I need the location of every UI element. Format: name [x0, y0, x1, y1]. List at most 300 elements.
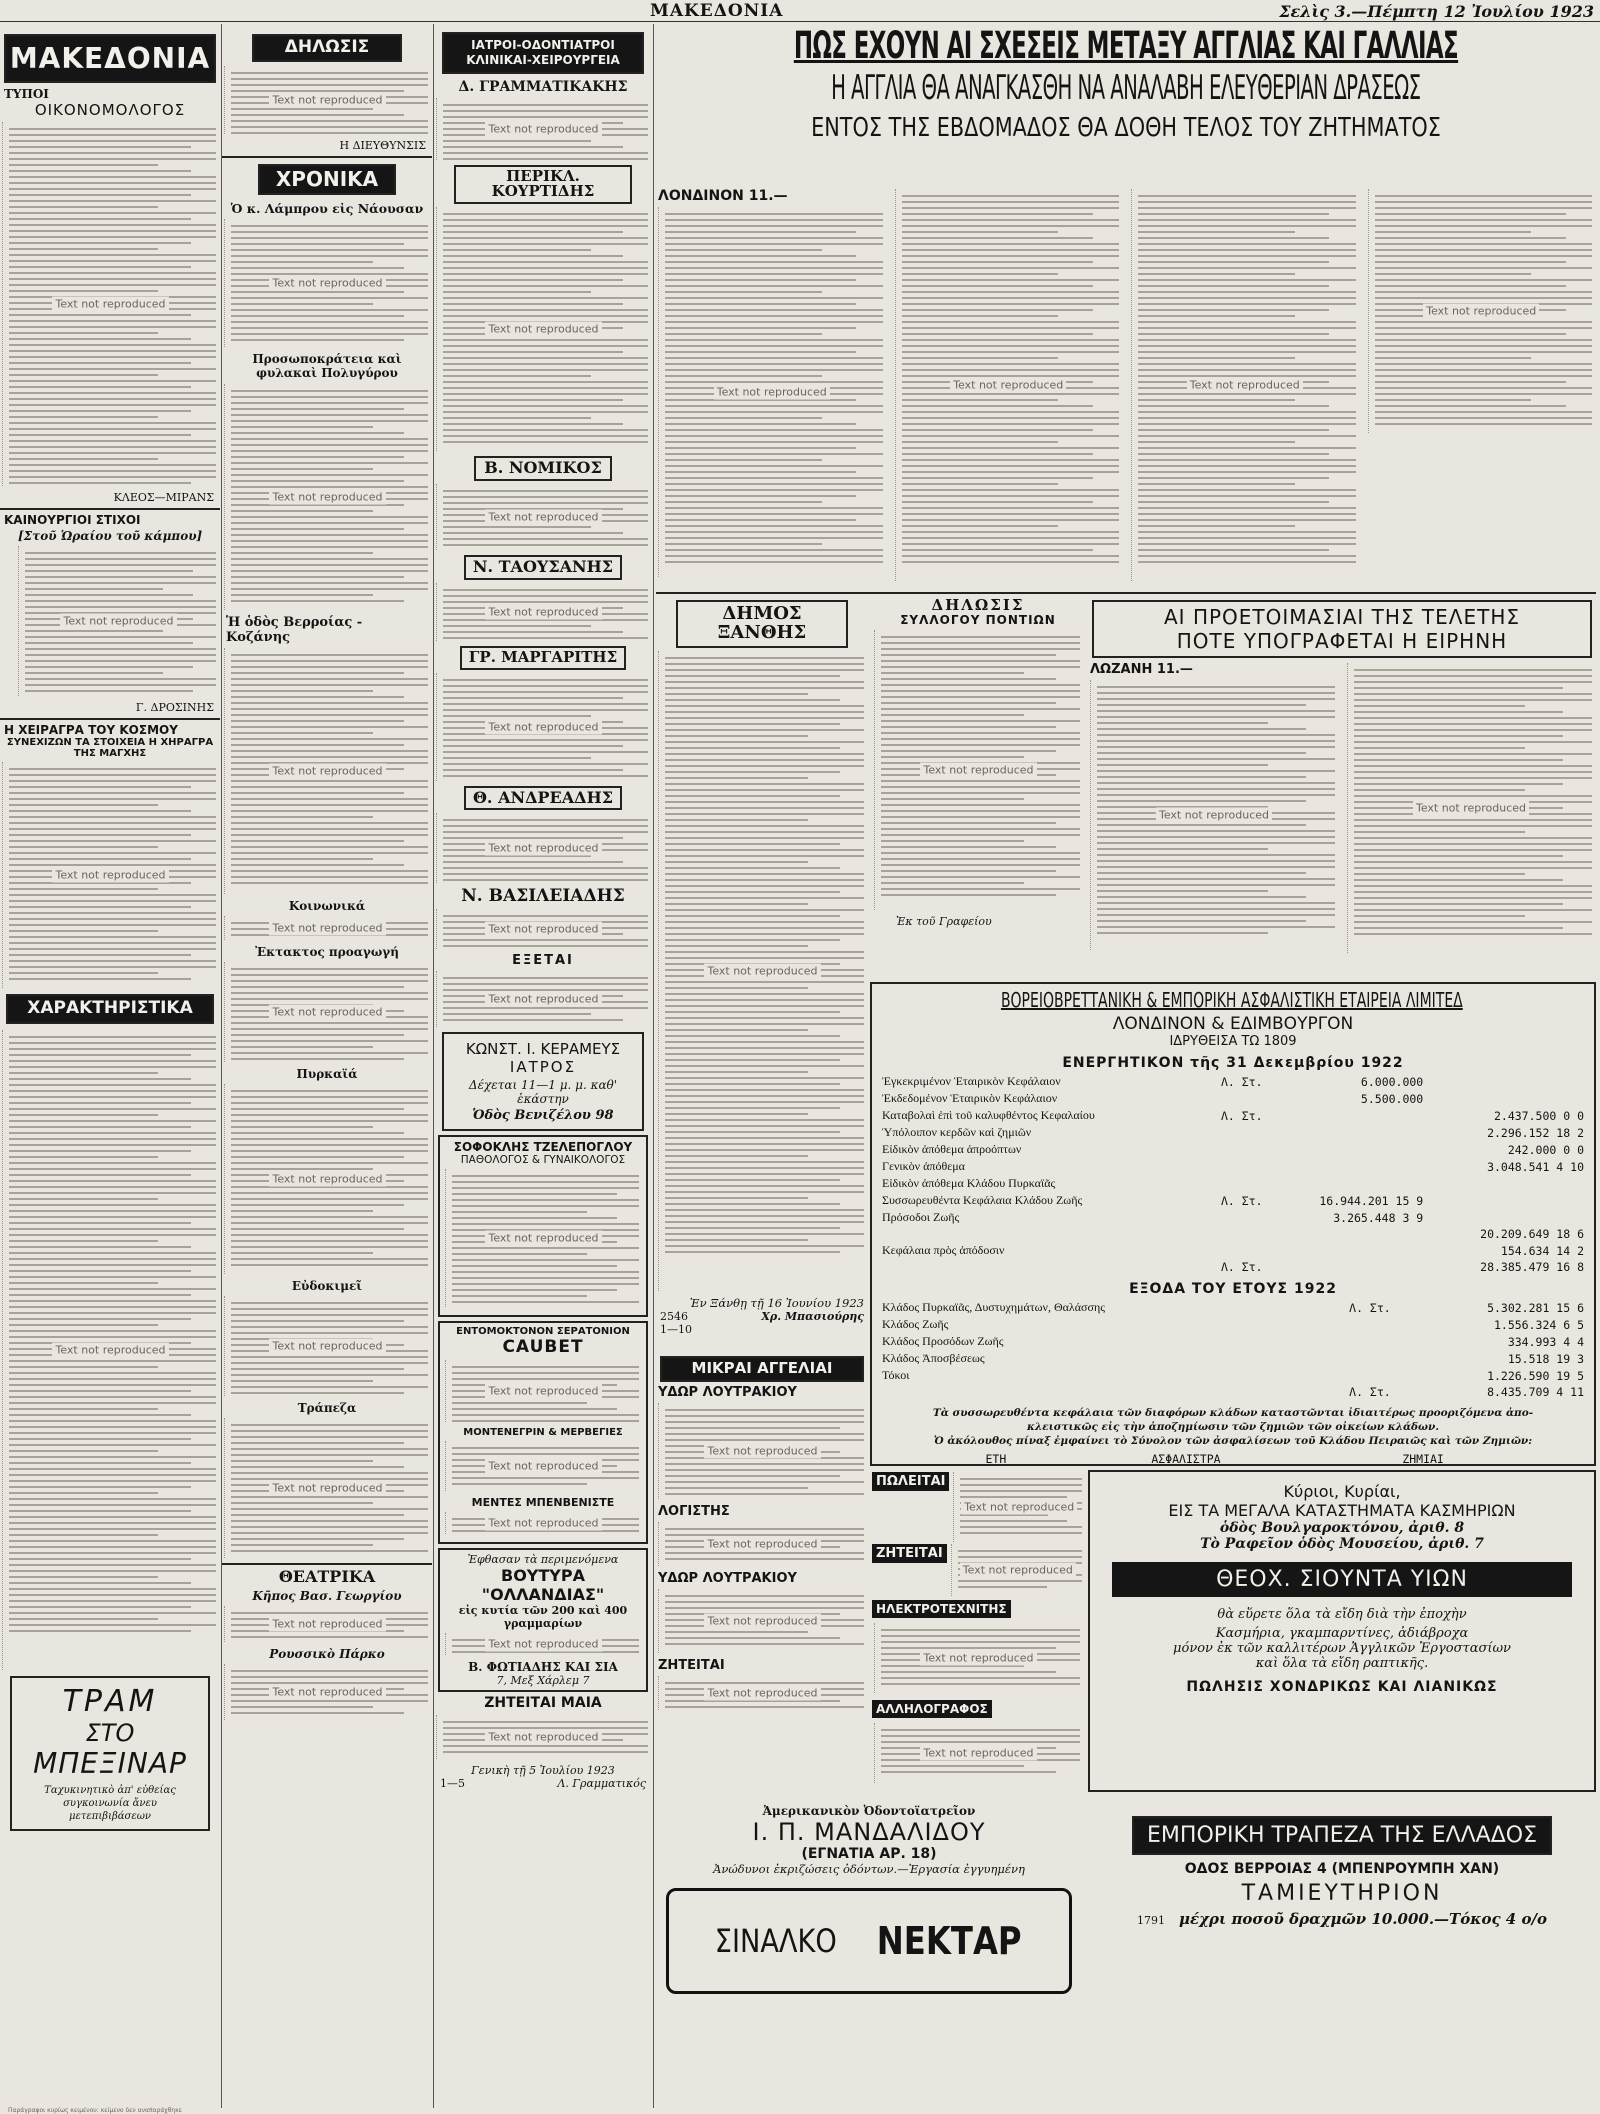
text-omitted-note: Text not reproduced [485, 1458, 601, 1473]
row-amount [1427, 1073, 1588, 1090]
body-text-block [224, 219, 430, 347]
row-amount: 2.437.500 0 0 [1493, 1108, 1584, 1123]
small-ad-heading: ΥΔΩΡ ΛΟΥΤΡΑΚΙΟΥ [658, 1384, 797, 1400]
small-ads [656, 1354, 868, 1774]
text-omitted-note: Text not reproduced [960, 1563, 1076, 1578]
divider [0, 718, 220, 720]
article-column [1088, 660, 1339, 958]
row-currency [1303, 1316, 1394, 1333]
row-currency [1195, 1175, 1266, 1192]
butter-ad-address: 7, Μεξ Χάρλεμ 7 [496, 1673, 590, 1687]
doctor-name: ΓΡ. ΜΑΡΓΑΡΙΤΗΣ [468, 647, 618, 666]
text-omitted-note: Text not reproduced [269, 1685, 385, 1700]
divider [222, 156, 432, 158]
text-omitted-note: Text not reproduced [1423, 304, 1539, 319]
row-label: Ὑπόλοιπον κερδῶν καὶ ζημιῶν [882, 1125, 1032, 1139]
signature: ΚΛΕΟΣ—ΜΙΡΑΝΣ [113, 491, 214, 505]
body-text-block [445, 1441, 641, 1491]
doctor-hours-title: ΕΞΕΤΑΙ [512, 953, 574, 969]
body-text-block [224, 66, 430, 134]
item-heading: Κῆπος Βασ. Γεωργίου [252, 1589, 402, 1604]
text-omitted-note: Text not reproduced [269, 275, 385, 290]
text-omitted-note: Text not reproduced [704, 1443, 820, 1458]
row-amount: 5.302.281 15 6 [1487, 1300, 1584, 1315]
butter-ad-price: εἰς κυτία τῶν 200 καὶ 400 γραμμαρίων [458, 1603, 628, 1630]
caubet-ad [438, 1321, 648, 1544]
furs-ad-line: ὁδὸς Βουλγαροκτόνου, ἀριθ. 8 [1219, 1520, 1465, 1536]
body-text-block [953, 1472, 1084, 1542]
row-label [878, 1384, 1303, 1400]
running-head-date: Σελὶς 3.—Πέμπτη 12 Ἰουλίου 1923 [1279, 2, 1594, 21]
row-label: Κλάδος Πυρκαϊᾶς, Δυστυχημάτων, Θαλάσσης [882, 1300, 1105, 1314]
headline-secondary: Η ΑΓΓΛΙΑ ΘΑ ΑΝΑΓΚΑΣΘΗ ΝΑ ΑΝΑΛΑΒΗ ΕΛΕΥΘΕΡΙΑΝ ΔΡΑΣΕΩΣ [831, 67, 1421, 108]
butter-ad-brand: ΒΟΥΤΥΡΑ "ΟΛΛΑΝΔΙΑΣ" [481, 1565, 605, 1604]
text-omitted-note: Text not reproduced [485, 121, 601, 136]
row-label: Τόκοι [882, 1368, 910, 1382]
text-omitted-note: Text not reproduced [269, 92, 385, 107]
item-heading: Ὁ κ. Λάμπρου εἰς Νάουσαν [230, 200, 424, 216]
text-omitted-note: Text not reproduced [485, 1515, 601, 1530]
bank-ad-address: ΟΔΟΣ ΒΕΡΡΟΙΑΣ 4 (ΜΠΕΝΡΟΥΜΠΗ ΧΑΝ) [1184, 1861, 1500, 1877]
chronicle-banner [258, 164, 396, 195]
row-amount: 1.556.324 6 5 [1493, 1317, 1584, 1332]
body-text-block [224, 384, 430, 610]
text-omitted-note: Text not reproduced [485, 1636, 601, 1651]
body-text-block [2, 762, 218, 988]
note-line: κλειστικῶς εἰς τὴν ἀποζημίωσιν τῶν ζημιῶν τῶν οἰκείων κλάδων. [1027, 1421, 1439, 1434]
text-omitted-note: Text not reproduced [52, 1343, 168, 1358]
running-head [0, 0, 1600, 22]
body-text-block [874, 1623, 1082, 1693]
text-omitted-note: Text not reproduced [269, 1480, 385, 1495]
xanthi-date: Ἐν Ξάνθῃ τῇ 16 Ἰουνίου 1923 [689, 1295, 864, 1310]
body-text-block [436, 207, 650, 451]
text-omitted-note: Text not reproduced [920, 1746, 1036, 1761]
body-text-block [2, 122, 218, 486]
row-label: Κλάδος Ἀποσβέσεως [882, 1351, 985, 1365]
text-omitted-note: Text not reproduced [1156, 808, 1272, 823]
insurance-ad [870, 982, 1596, 1466]
peace-columns [1088, 660, 1596, 958]
row-currency: Λ. Στ. [1349, 1300, 1391, 1315]
furs-ad-line: Κασμήρια, γκαμπαρντίνες, ἀδιάβροχα [1215, 1626, 1469, 1641]
bank-ad-terms: μέχρι ποσοῦ δραχμῶν 10.000.—Τόκος 4 ο/ο [1179, 1910, 1547, 1928]
doctors-title: ΙΑΤΡΟΙ-ΟΔΟΝΤΙΑΤΡΟΙ ΚΛΙΝΙΚΑΙ-ΧΕΙΡΟΥΡΓΕΙΑ [466, 38, 620, 67]
item-heading: Ἐκτακτος προαγωγή [255, 944, 399, 959]
sinalco-word-1: ΣΙΝΑΛΚΟ [714, 1922, 837, 1960]
table-row [878, 1333, 1588, 1350]
body-text-block [224, 1664, 430, 1720]
item-heading: Εὐδοκιμεῖ [291, 1278, 363, 1293]
headline-tertiary: ΕΝΤΟΣ ΤΗΣ ΕΒΔΟΜΑΔΟΣ ΘΑ ΔΟΘΗ ΤΕΛΟΣ ΤΟΥ ΖΗΤΗΜΑΤΟΣ [811, 112, 1441, 143]
assets-title: ΕΝΕΡΓΗΤΙΚΟΝ τῆς 31 Δεκεμβρίου 1922 [1062, 1055, 1404, 1071]
furs-ad-line: μόνον ἐκ τῶν καλλιτέρων Ἀγγλικῶν Ἐργοστασίων [1173, 1641, 1511, 1656]
pontians-signature: Ἐκ τοῦ Γραφείου [896, 915, 992, 929]
insurance-founded: ΙΔΡΥΘΕΙΣΑ ΤΩ 1809 [1169, 1034, 1297, 1049]
body-text-block [658, 207, 885, 577]
body-text-block [658, 1403, 866, 1499]
table-row [878, 1316, 1588, 1333]
row-label: Γενικὸν ἀπόθεμα [882, 1159, 965, 1173]
caubet-ad-pre: ΕΝΤΟΜΟΚΤΟΝΟΝ ΣΕΡΑΤΟΝΙΟΝ [456, 1325, 630, 1337]
body-text-block [436, 98, 650, 160]
text-omitted-note: Text not reproduced [485, 322, 601, 337]
text-omitted-note: Text not reproduced [269, 489, 385, 504]
bank-ad-title: ΕΜΠΟΡΙΚΗ ΤΡΑΠΕΖΑ ΤΗΣ ΕΛΛΑΔΟΣ [1132, 1816, 1552, 1855]
text-omitted-note: Text not reproduced [1187, 378, 1303, 393]
item-heading: Ἡ ὁδὸς Βερροίας - Κοζάνης [226, 614, 363, 645]
chronicle-title: ΧΡΟΝΙΚΑ [275, 166, 379, 191]
row-amount: 15.518 19 3 [1507, 1351, 1584, 1366]
dentist-ad-name: Ι. Π. ΜΑΝΔΑΛΙΔΟΥ [752, 1818, 986, 1846]
body-text-block [1090, 680, 1337, 950]
text-omitted-note: Text not reproduced [1413, 801, 1529, 816]
classified-heading: ΖΗΤΕΙΤΑΙ [872, 1544, 947, 1563]
text-omitted-note: Text not reproduced [485, 1230, 601, 1245]
insurance-note [878, 1406, 1588, 1449]
doctor-title: ΠΑΘΟΛΟΓΟΣ & ΓΥΝΑΙΚΟΛΟΓΟΣ [460, 1153, 626, 1166]
doctor-name-box [454, 165, 632, 205]
row-label: Κεφάλαια πρὸς ἀπόδοσιν [882, 1243, 1005, 1257]
row-amount [1427, 1175, 1588, 1192]
midwife-ad-title: ΖΗΤΕΙΤΑΙ ΜΑΙΑ [484, 1694, 602, 1711]
row-amount: 2.296.152 18 2 [1487, 1125, 1584, 1140]
section-title: ΚΑΙΝΟΥΡΓΙΟΙ ΣΤΙΧΟΙ [4, 513, 141, 528]
table-row [878, 1384, 1588, 1400]
text-omitted-note: Text not reproduced [52, 868, 168, 883]
headline-primary: ΠΩΣ ΕΧΟΥΝ ΑΙ ΣΧΕΣΕΙΣ ΜΕΤΑΞΥ ΑΓΓΛΙΑΣ ΚΑΙ ΓΑΛΛΙΑΣ [793, 26, 1459, 67]
text-omitted-note: Text not reproduced [269, 1617, 385, 1632]
classified-heading: ΠΩΛΕΙΤΑΙ [872, 1472, 949, 1491]
classified-item [872, 1544, 1084, 1596]
reference-number: 1791 [1137, 1914, 1166, 1927]
running-head-paper: ΜΑΚΕΔΟΝΙΑ [650, 1, 784, 21]
body-text-block [895, 189, 1122, 581]
row-currency [1303, 1333, 1394, 1350]
doctor-name: Β. ΝΟΜΙΚΟΣ [484, 458, 602, 478]
row-amount: 242.000 0 0 [1507, 1142, 1584, 1157]
article-column [1345, 660, 1596, 958]
doctor-name-box [464, 555, 622, 580]
note-line: Τὰ συσσωρευθέντα κεφάλαια τῶν διαφόρων κλάδων καταστῶνται ἰδιαιτέρως προοριζόμενα ἀπο- [932, 1407, 1534, 1419]
row-amount [1427, 1209, 1588, 1226]
row-subtotal [1267, 1226, 1428, 1242]
text-omitted-note: Text not reproduced [485, 509, 601, 524]
body-text-block [1368, 189, 1595, 433]
tram-ad [10, 1676, 210, 1831]
small-ad-heading: ΖΗΤΕΙΤΑΙ [658, 1657, 725, 1673]
furs-ad-line: Κύριοι, Κυρίαι, [1283, 1482, 1401, 1501]
small-ads-title: ΜΙΚΡΑΙ ΑΓΓΕΛΙΑΙ [691, 1359, 833, 1377]
body-text-block [436, 1715, 650, 1759]
caubet-ad-seller: ΜΕΝΤΕΣ ΜΠΕΝΒΕΝΙΣΤΕ [471, 1495, 615, 1509]
body-text-block [224, 648, 430, 894]
row-currency [1195, 1242, 1266, 1259]
theatre-title: ΘΕΑΤΡΙΚΑ [278, 1566, 376, 1586]
doctor-hours: Δέχεται 11—1 μ. μ. καθ' ἑκάστην [468, 1077, 618, 1106]
body-text-block [658, 1676, 866, 1710]
body-text-block [445, 1360, 641, 1422]
furs-ad-line: ΠΩΛΗΣΙΣ ΧΟΝΔΡΙΚΩΣ ΚΑΙ ΛΙΑΝΙΚΩΣ [1186, 1679, 1498, 1695]
tzelepoglou-ad [438, 1135, 648, 1317]
text-omitted-note: Text not reproduced [485, 1383, 601, 1398]
row-amount: 334.993 4 4 [1507, 1334, 1584, 1349]
insurance-title: ΒΟΡΕΙΟΒΡΕΤΤΑΝΙΚΗ & ΕΜΠΟΡΙΚΗ ΑΣΦΑΛΙΣΤΙΚΗ ΕΤΑΙΡΕΙΑ ΛΙΜΙΤΕΔ [1000, 988, 1463, 1012]
divider [222, 1563, 432, 1565]
article-column [1129, 186, 1360, 590]
text-omitted-note: Text not reproduced [269, 1338, 385, 1353]
text-omitted-note: Text not reproduced [485, 719, 601, 734]
text-omitted-note: Text not reproduced [961, 1500, 1077, 1515]
row-currency: Λ. Στ. [1349, 1385, 1391, 1399]
doctor-name: ΣΟΦΟΚΛΗΣ ΤΖΕΛΕΠΟΓΛΟΥ [453, 1139, 633, 1154]
classified-heading: ΑΛΛΗΛΟΓΡΑΦΟΣ [872, 1700, 992, 1718]
doctor-name-box [474, 456, 612, 481]
reference-number: 2546 [660, 1309, 688, 1323]
text-omitted-note: Text not reproduced [485, 922, 601, 937]
text-omitted-note: Text not reproduced [485, 841, 601, 856]
small-ads-banner [660, 1356, 864, 1382]
tram-ad-place: ΜΠΕΞΙΝΑΡ [33, 1747, 187, 1781]
body-text-block [224, 962, 430, 1062]
row-subtotal [1267, 1158, 1428, 1175]
row-subtotal: 5.500.000 [1360, 1091, 1424, 1106]
years-table [928, 1451, 1539, 1466]
peace-title-box [1092, 600, 1592, 658]
announce-title: ΔΗΛΩΣΙΣ [284, 37, 370, 57]
expenses-title: ΕΞΟΔΑ ΤΟΥ ΕΤΟΥΣ 1922 [1129, 1281, 1337, 1297]
xanthi-notice [656, 598, 868, 1350]
tram-ad-text: Ταχυκινητικὸ ἀπ' εὐθείας συγκοινωνία ἄνευ μετεπιβιβάσεων [44, 1785, 176, 1823]
body-text-block [1347, 663, 1594, 953]
body-text-block [874, 630, 1082, 910]
text-omitted-note: Text not reproduced [704, 1536, 820, 1551]
dentist-ad [656, 1804, 1082, 1878]
peace-article [1088, 598, 1596, 978]
body-text-block [658, 651, 866, 1291]
row-currency: Λ. Στ. [1220, 1074, 1263, 1089]
doctor-name: Ν. ΤΑΟΥΣΑΝΗΣ [472, 556, 614, 576]
doctor-name: Ν. ΒΑΣΙΛΕΙΑΔΗΣ [461, 886, 625, 907]
row-label [878, 1226, 1195, 1242]
table-row [878, 1175, 1588, 1192]
body-text-block [224, 1296, 430, 1396]
poem-title: [Στοῦ Ὡραίου τοῦ κάμπου] [18, 528, 203, 543]
table-row [878, 1259, 1588, 1275]
text-omitted-note: Text not reproduced [485, 1729, 601, 1744]
column-header: ΑΣΦΑΛΙΣΤΡΑ [1151, 1451, 1221, 1466]
pontians-subtitle: ΣΥΛΛΟΓΟΥ ΠΟΝΤΙΩΝ [900, 612, 1056, 627]
small-ad-heading: ΛΟΓΙΣΤΗΣ [658, 1503, 730, 1519]
row-subtotal [1267, 1175, 1428, 1192]
row-label: Καταβολαὶ ἐπὶ τοῦ καλυφθέντος Κεφαλαίου [882, 1108, 1095, 1122]
sinalco-word-2: ΝΕΚΤΑΡ [876, 1919, 1022, 1963]
pontians-notice [872, 598, 1084, 978]
section-label: ΤΥΠΟΙ [4, 87, 49, 102]
row-label: Πρόσοδοι Ζωῆς [882, 1210, 960, 1224]
body-text-block [445, 1512, 641, 1534]
body-text-block [436, 909, 650, 949]
furs-ad-line: Τὸ Ραφεῖον ὁδὸς Μουσείου, ἀριθ. 7 [1200, 1536, 1484, 1552]
row-subtotal: 6.000.000 [1360, 1074, 1424, 1089]
body-text-notice: Παράγραφοι κυρίως κειμένου: κείμενο δεν αναπαράχθηκε [8, 2107, 182, 2114]
article-column [893, 186, 1124, 590]
table-row [878, 1299, 1588, 1316]
body-text-block [874, 1723, 1082, 1783]
table-row [878, 1242, 1588, 1259]
item-heading: Κοινωνικά [288, 898, 366, 913]
body-text-block [436, 673, 650, 781]
section-banner [6, 994, 214, 1024]
text-omitted-note: Text not reproduced [52, 297, 168, 312]
classified-item [872, 1472, 1084, 1542]
tram-ad-title: ΤΡΑΜ [62, 1684, 158, 1720]
row-subtotal: 3.265.448 3 9 [1333, 1210, 1424, 1225]
body-text-block [224, 916, 430, 940]
row-amount: 154.634 14 2 [1500, 1243, 1584, 1258]
doctor-name: Θ. ΑΝΔΡΕΑΔΗΣ [472, 787, 613, 807]
doctor-name-box [464, 786, 622, 811]
assets-table [878, 1073, 1588, 1275]
section-title: Η ΧΕΙΡΑΓΡΑ ΤΟΥ ΚΟΣΜΟΥ [4, 722, 178, 737]
announce-banner [252, 34, 402, 62]
row-label: Ἐκδεδομένον Ἑταιρικὸν Κεφάλαιον [882, 1091, 1058, 1105]
butter-ad-pre: Ἐφθασαν τὰ περιμενόμενα [467, 1552, 619, 1566]
bank-ad-terms-row [1092, 1910, 1592, 1928]
row-currency [1195, 1124, 1266, 1141]
text-omitted-note: Text not reproduced [950, 378, 1066, 393]
body-text-block [1131, 189, 1358, 581]
body-text-block [445, 1169, 641, 1307]
section-subtitle: ΣΥΝΕΧΙΖΩΝ ΤΑ ΣΤΟΙΧΕΙΑ Η ΧΗΡΑΓΡΑ ΤΗΣ ΜΑΓΧΗΣ [6, 737, 214, 759]
text-omitted-note: Text not reproduced [269, 920, 385, 935]
table-row [878, 1141, 1588, 1158]
body-text-block [436, 484, 650, 550]
row-currency: Λ. Στ. [1220, 1108, 1263, 1123]
table-row [878, 1090, 1588, 1107]
row-currency [1303, 1350, 1394, 1367]
row-subtotal [1267, 1242, 1428, 1259]
midwife-ad-date: Γενικὴ τῇ 5 Ἰουλίου 1923 [471, 1763, 615, 1777]
xanthi-title: ΔΗΜΟΣ ΞΑΝΘΗΣ [717, 603, 807, 643]
table-row [878, 1350, 1588, 1367]
tram-ad-word: ΣΤΟ [85, 1719, 135, 1748]
row-amount: 28.385.479 16 8 [1480, 1260, 1584, 1274]
row-label: Κλάδος Προσόδων Ζωῆς [882, 1334, 1004, 1348]
keramefs-ad [442, 1032, 644, 1131]
item-heading: Ρουσσικὸ Πάρκο [269, 1647, 385, 1662]
row-label [878, 1259, 1195, 1275]
dentist-ad-pre: Ἀμερικανικὸν Ὀδοντοϊατρεῖον [762, 1804, 976, 1818]
peace-dateline: ΛΩΖΑΝΗ 11.— [1090, 662, 1193, 677]
body-text-block [2, 1030, 218, 1670]
dentist-ad-tag: Ἀνώδυνοι ἐκριζώσεις ὀδόντων.—Ἐργασία ἐγγυημένη [713, 1862, 1025, 1876]
furs-ad-name: ΘΕΟΧ. ΣΙΟΥΝΤΑ ΥΙΩΝ [1112, 1562, 1572, 1597]
midwife-ad-sign: Λ. Γραμματικός [557, 1776, 646, 1790]
xanthi-title-box [676, 600, 848, 648]
text-omitted-note: Text not reproduced [920, 763, 1036, 778]
row-currency: Λ. Στ. [1220, 1193, 1263, 1208]
classifieds [872, 1470, 1084, 1800]
body-text-block [436, 583, 650, 641]
caubet-ad-products: ΜΟΝΤΕΝΕΓΡΙΝ & ΜΕΡΒΕΓΙΕΣ [463, 1426, 623, 1438]
doctor-name: Δ. ΓΡΑΜΜΑΤΙΚΑΚΗΣ [458, 79, 628, 95]
main-headlines [656, 26, 1596, 184]
section-title: ΧΑΡΑΚΤΗΡΙΣΤΙΚΑ [27, 998, 193, 1019]
doctors-banner [442, 32, 644, 74]
article-dateline: ΛΟΝΔΙΝΟΝ 11.— [658, 188, 788, 204]
table-row [878, 1209, 1588, 1226]
bank-ad [1088, 1808, 1596, 1996]
butter-ad-seller: Β. ΦΩΤΙΑΔΗΣ ΚΑΙ ΣΙΑ [468, 1659, 618, 1674]
table-row [878, 1124, 1588, 1141]
column-3 [434, 24, 652, 2108]
announce-signature: Η ΔΙΕΥΘΥΝΣΙΣ [339, 138, 426, 152]
row-subtotal: 16.944.201 15 9 [1319, 1193, 1424, 1208]
caubet-ad-brand: CAUBET [502, 1336, 584, 1357]
column-header: ΕΤΗ [985, 1451, 1007, 1466]
row-currency: Λ. Στ. [1220, 1260, 1263, 1274]
row-subtotal [1267, 1124, 1428, 1141]
furs-ad-line: ΕΙΣ ΤΑ ΜΕΓΑΛΑ ΚΑΤΑΣΤΗΜΑΤΑ ΚΑΣΜΗΡΙΩΝ [1168, 1501, 1516, 1520]
doctor-address: Ὁδὸς Βενιζέλου 98 [472, 1107, 614, 1123]
body-text-block [224, 1418, 430, 1558]
reference-number: 1—10 [660, 1322, 692, 1336]
text-omitted-note: Text not reproduced [714, 385, 830, 400]
midwife-ad-footer [440, 1777, 646, 1790]
item-heading: Προσωποκράτεια καὶ φυλακαὶ Πολυγύρου [252, 351, 402, 381]
xanthi-footer [660, 1310, 864, 1323]
row-label: Ἐγκεκριμένον Ἑταιρικὸν Κεφάλαιον [882, 1074, 1061, 1088]
body-text-block [224, 1084, 430, 1274]
table-row [878, 1367, 1588, 1384]
column-rule [653, 24, 654, 2108]
text-omitted-note: Text not reproduced [704, 1613, 820, 1628]
row-subtotal [1267, 1141, 1428, 1158]
body-text-block [658, 1522, 866, 1566]
text-omitted-note: Text not reproduced [920, 1651, 1036, 1666]
doctor-name: ΠΕΡΙΚΛ. ΚΟΥΡΤΙΔΗΣ [491, 166, 595, 201]
furs-ad-line: καὶ ὅλα τὰ εἴδη ραπτικῆς. [1255, 1656, 1429, 1671]
peace-title-2: ΠΟΤΕ ΥΠΟΓΡΑΦΕΤΑΙ Η ΕΙΡΗΝΗ [1176, 629, 1508, 653]
row-currency [1195, 1158, 1266, 1175]
body-text-block [436, 971, 650, 1027]
body-text-block [445, 1633, 641, 1655]
row-label: Εἰδικὸν ἀπόθεμα ἀπροόπτων [882, 1142, 1022, 1156]
divider [656, 592, 1596, 594]
main-article [656, 186, 1596, 590]
signature: Γ. ΔΡΟΣΙΝΗΣ [135, 700, 214, 714]
row-amount: 3.048.541 4 10 [1487, 1159, 1584, 1174]
pontians-title: ΔΗΛΩΣΙΣ [931, 598, 1025, 614]
body-text-block [951, 1544, 1084, 1596]
row-amount [1427, 1192, 1588, 1209]
article-column [1366, 186, 1597, 590]
insurance-subtitle: ΛΟΝΔΙΝΟΝ & ΕΔΙΜΒΟΥΡΓΟΝ [1112, 1014, 1354, 1034]
divider [0, 508, 220, 510]
doctor-name: ΚΩΝΣΤ. Ι. ΚΕΡΑΜΕΥΣ [465, 1039, 621, 1058]
table-row [878, 1107, 1588, 1124]
reference-number: 1—5 [440, 1776, 465, 1790]
row-currency [1195, 1226, 1266, 1242]
text-omitted-note: Text not reproduced [704, 963, 820, 978]
peace-title-1: ΑΙ ΠΡΟΕΤΟΙΜΑΣΙΑΙ ΤΗΣ ΤΕΛΕΤΗΣ [1164, 605, 1520, 629]
item-heading: Τράπεζα [297, 1400, 357, 1415]
small-ad-heading: ΥΔΩΡ ΛΟΥΤΡΑΚΙΟΥ [658, 1570, 797, 1586]
row-amount: 20.209.649 18 6 [1480, 1227, 1584, 1241]
text-omitted-note: Text not reproduced [269, 1171, 385, 1186]
body-text-block [224, 1606, 430, 1642]
